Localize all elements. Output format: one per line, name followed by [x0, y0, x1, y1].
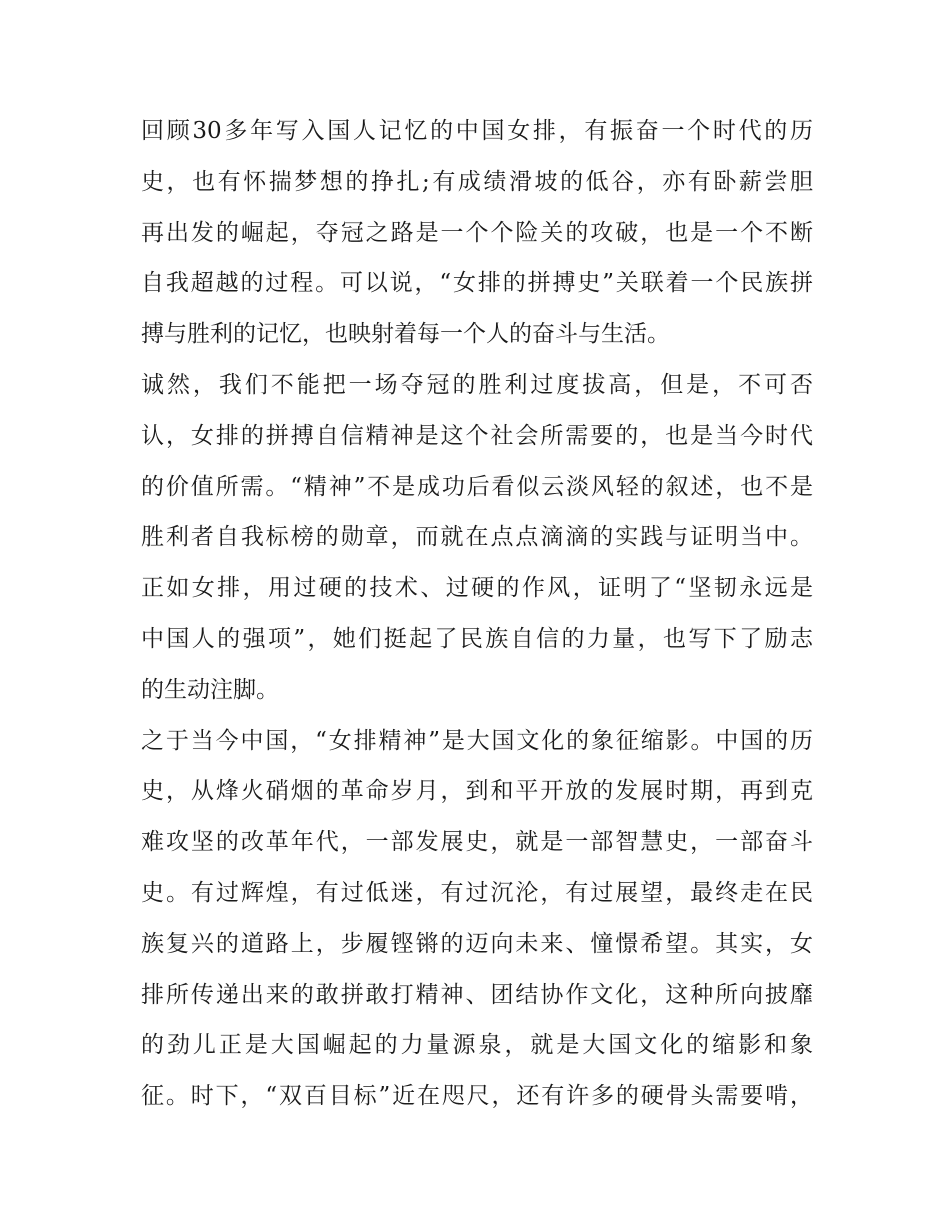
paragraph-2: [141, 360, 813, 716]
text-line: 之于当今中国，“女排精神”是大国文化的象征缩影。中国的历: [141, 727, 813, 754]
body-text: [141, 106, 813, 1122]
text-line: 认，女排的拼搏自信精神是这个社会所需要的，也是当今时代: [141, 422, 813, 449]
text-line: 中国人的强项”，她们挺起了民族自信的力量，也写下了励志: [141, 625, 813, 652]
text-line: 再出发的崛起，夺冠之路是一个个险关的攻破，也是一个不断: [141, 219, 813, 246]
text-line: 的劲儿正是大国崛起的力量源泉，就是大国文化的缩影和象: [141, 1032, 813, 1059]
text-line: 自我超越的过程。可以说，“女排的拼搏史”关联着一个民族拼: [141, 270, 813, 297]
paragraph-3: [141, 716, 813, 1122]
text-line: 正如女排，用过硬的技术、过硬的作风，证明了“坚韧永远是: [141, 575, 813, 602]
text-line: 征。时下，“双百目标”近在咫尺，还有许多的硬骨头需要啃，: [141, 1083, 813, 1110]
text-line: 史，也有怀揣梦想的挣扎;有成绩滑坡的低谷，亦有卧薪尝胆: [141, 168, 813, 195]
text-line: 难攻坚的改革年代，一部发展史，就是一部智慧史，一部奋斗: [141, 829, 813, 856]
text-line: 搏与胜利的记忆，也映射着每一个人的奋斗与生活。: [141, 321, 670, 348]
text-line: 史，从烽火硝烟的革命岁月，到和平开放的发展时期，再到克: [141, 778, 813, 805]
text-line: 排所传递出来的敢拼敢打精神、团结协作文化，这种所向披靡: [141, 981, 813, 1008]
text-line: 回顾30多年写入国人记忆的中国女排，有振奋一个时代的历: [141, 118, 813, 144]
paragraph-1: [141, 106, 813, 360]
text-line: 族复兴的道路上，步履铿锵的迈向未来、憧憬希望。其实，女: [141, 930, 813, 957]
text-line: 史。有过辉煌，有过低迷，有过沉沦，有过展望，最终走在民: [141, 879, 813, 906]
text-line: 的价值所需。“精神”不是成功后看似云淡风轻的叙述，也不是: [141, 473, 813, 500]
text-line: 胜利者自我标榜的勋章，而就在点点滴滴的实践与证明当中。: [141, 524, 813, 551]
text-line: 诚然，我们不能把一场夺冠的胜利过度拔高，但是，不可否: [141, 371, 813, 398]
text-line: 的生动注脚。: [141, 676, 279, 703]
